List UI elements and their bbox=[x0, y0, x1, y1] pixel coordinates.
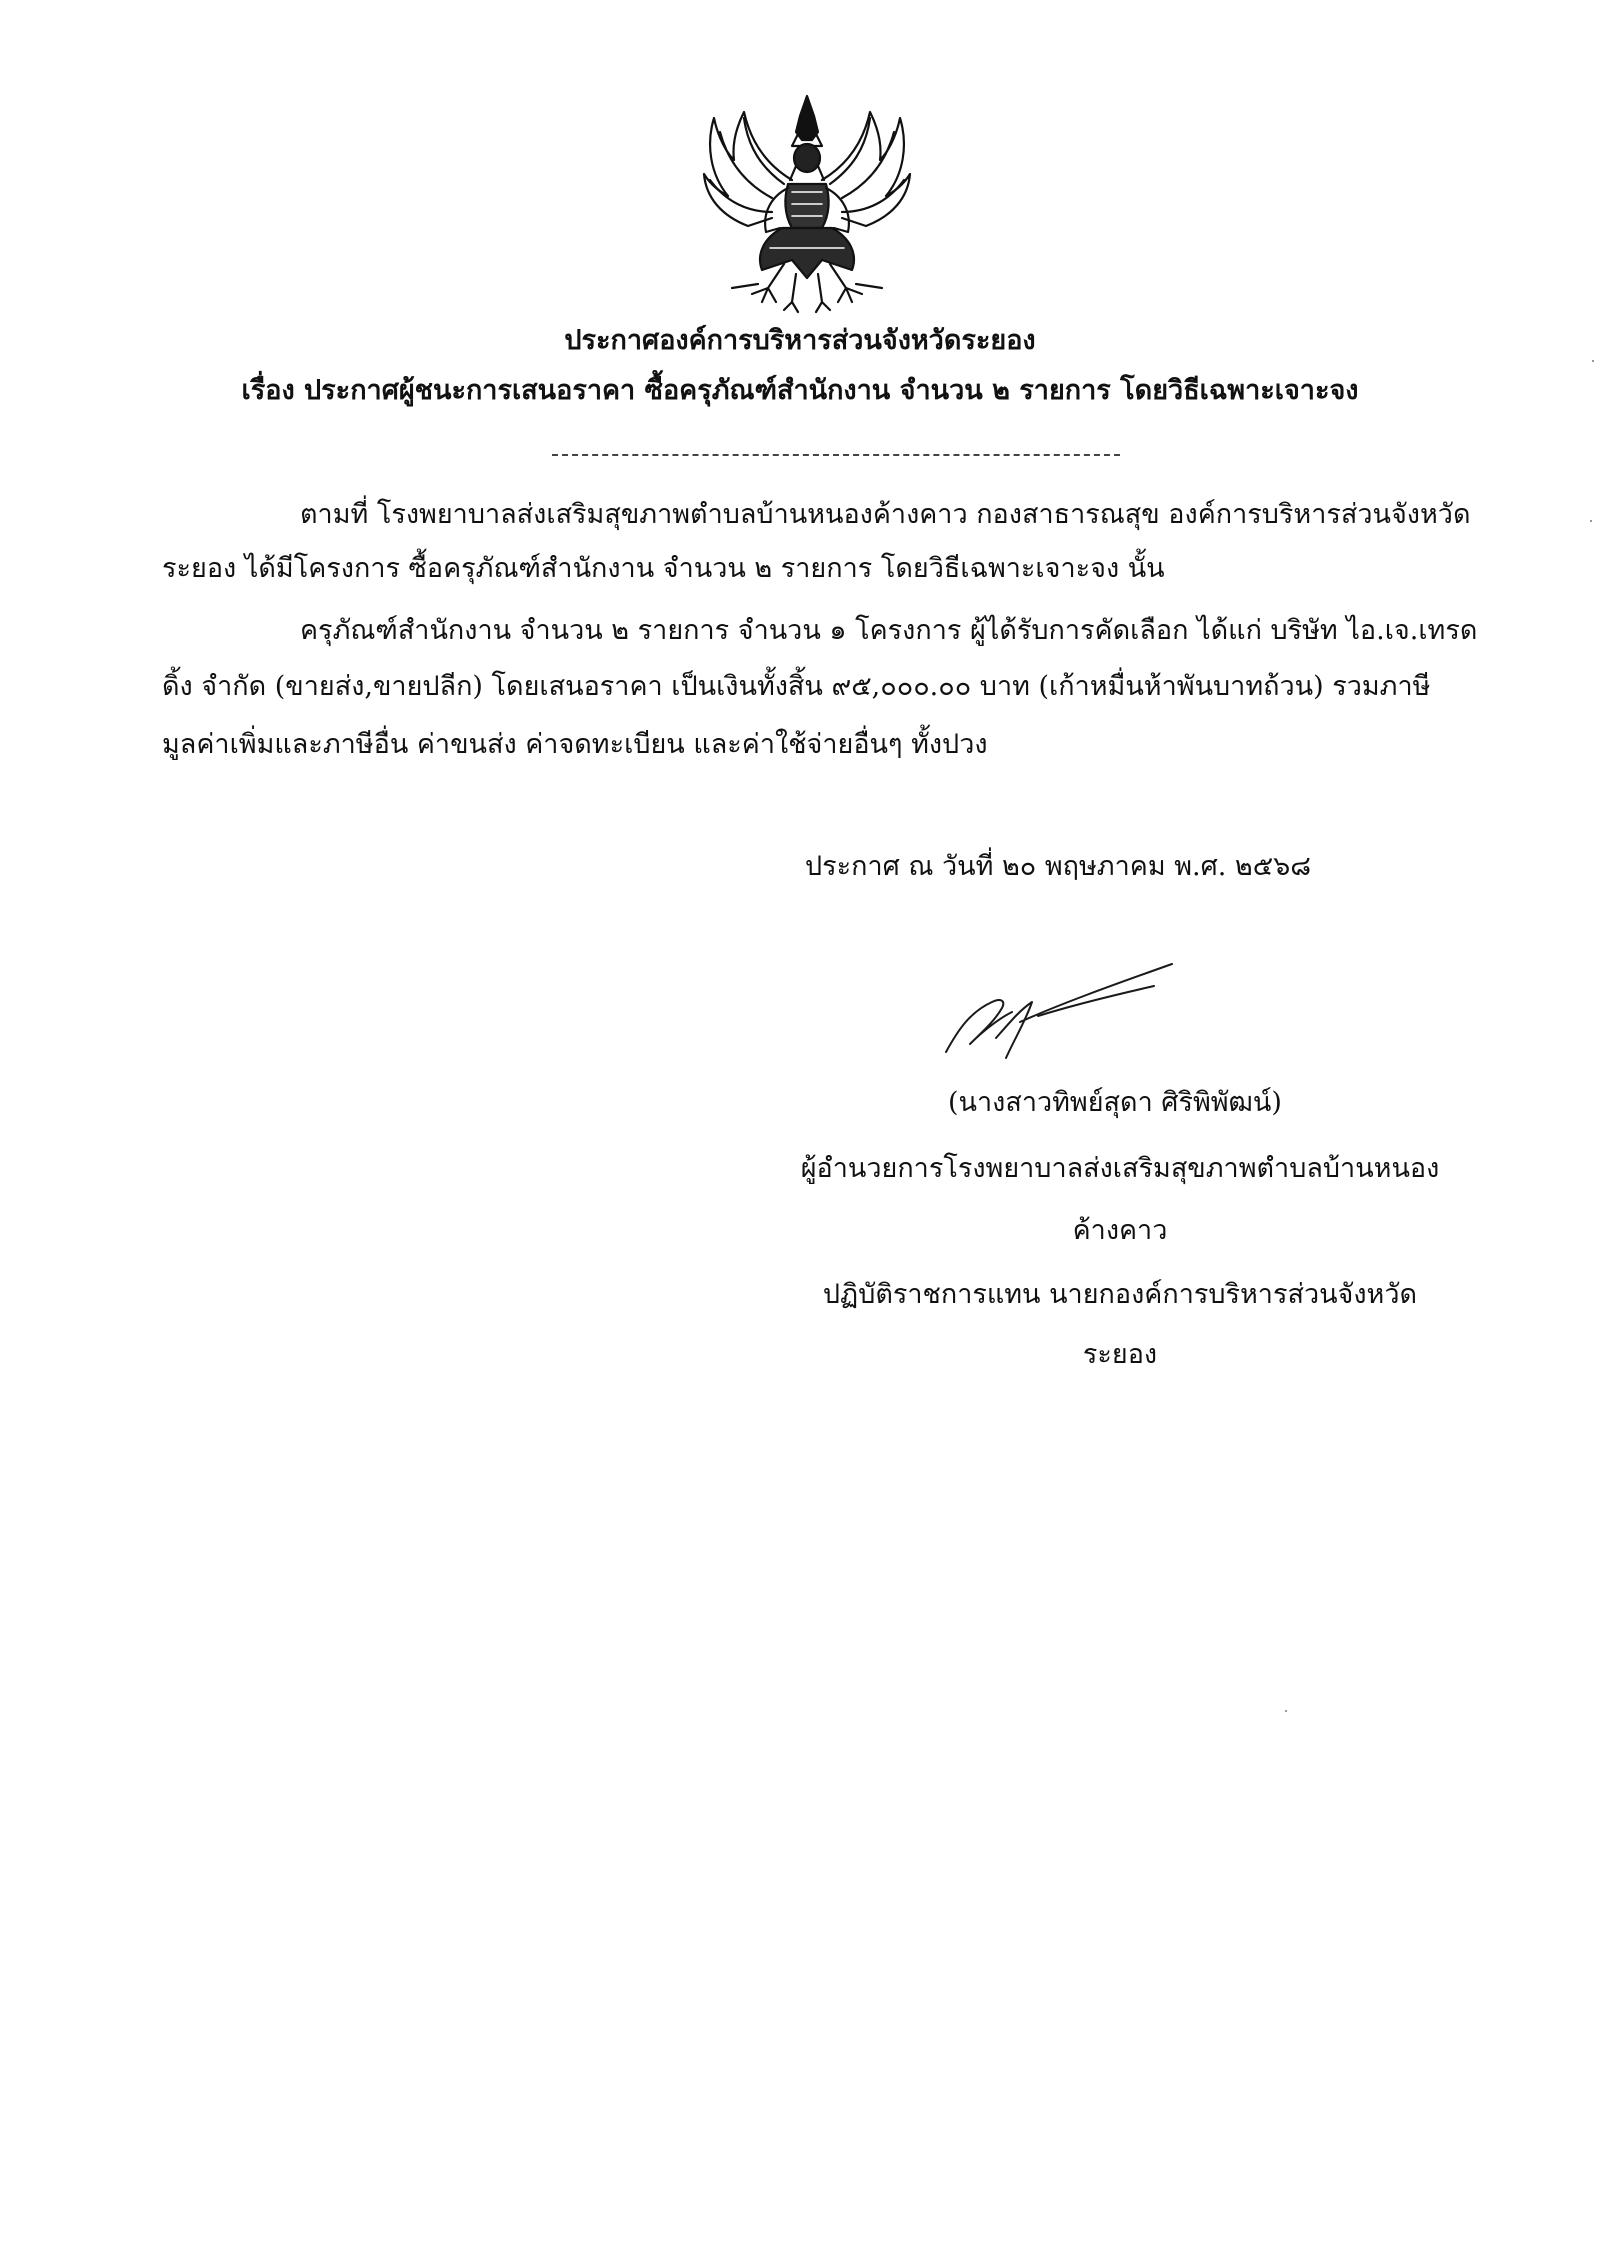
scan-speck bbox=[1590, 520, 1592, 522]
divider-line bbox=[552, 454, 1120, 456]
signatory-name: (นางสาวทิพย์สุดา ศิริพิพัฒน์) bbox=[948, 1087, 1282, 1118]
scan-speck bbox=[1285, 1710, 1287, 1712]
body-line-4: ดิ้ง จำกัด (ขายส่ง,ขายปลีก) โดยเสนอราคา เป็นเงินทั้งสิ้น ๙๕,๐๐๐.๐๐ บาท (เก้าหมื่นห้าพันบาทถ้วน) รวมภาษี bbox=[162, 671, 1431, 702]
signatory-acting-line-2: ระยอง bbox=[1082, 1339, 1158, 1370]
garuda-emblem-icon bbox=[692, 88, 922, 320]
body-line-5: มูลค่าเพิ่มและภาษีอื่น ค่าขนส่ง ค่าจดทะเบียน และค่าใช้จ่ายอื่นๆ ทั้งปวง bbox=[162, 729, 988, 760]
body-line-3: ครุภัณฑ์สำนักงาน จำนวน ๒ รายการ จำนวน ๑ โครงการ ผู้ได้รับการคัดเลือก ได้แก่ บริษัท ไอ.เจ.เทรด bbox=[300, 615, 1478, 646]
body-line-2: ระยอง ได้มีโครงการ ซื้อครุภัณฑ์สำนักงาน จำนวน ๒ รายการ โดยวิธีเฉพาะเจาะจง นั้น bbox=[162, 553, 1165, 584]
announcement-date: ประกาศ ณ วันที่ ๒๐ พฤษภาคม พ.ศ. ๒๕๖๘ bbox=[805, 851, 1312, 882]
scan-speck bbox=[1592, 360, 1594, 362]
handwritten-signature bbox=[940, 960, 1190, 1070]
document-subject: เรื่อง ประกาศผู้ชนะการเสนอราคา ซื้อครุภัณฑ์สำนักงาน จำนวน ๒ รายการ โดยวิธีเฉพาะเจาะจง bbox=[241, 375, 1359, 406]
signatory-position-line-2: ค้างคาว bbox=[1072, 1215, 1168, 1246]
signatory-position-line-1: ผู้อำนวยการโรงพยาบาลส่งเสริมสุขภาพตำบลบ้านหนอง bbox=[800, 1153, 1440, 1184]
document-title: ประกาศองค์การบริหารส่วนจังหวัดระยอง bbox=[564, 325, 1036, 356]
signatory-acting-line-1: ปฏิบัติราชการแทน นายกองค์การบริหารส่วนจังหวัด bbox=[822, 1279, 1418, 1310]
body-line-1: ตามที่ โรงพยาบาลส่งเสริมสุขภาพตำบลบ้านหนองค้างคาว กองสาธารณสุข องค์การบริหารส่วนจังหวัด bbox=[300, 499, 1471, 530]
